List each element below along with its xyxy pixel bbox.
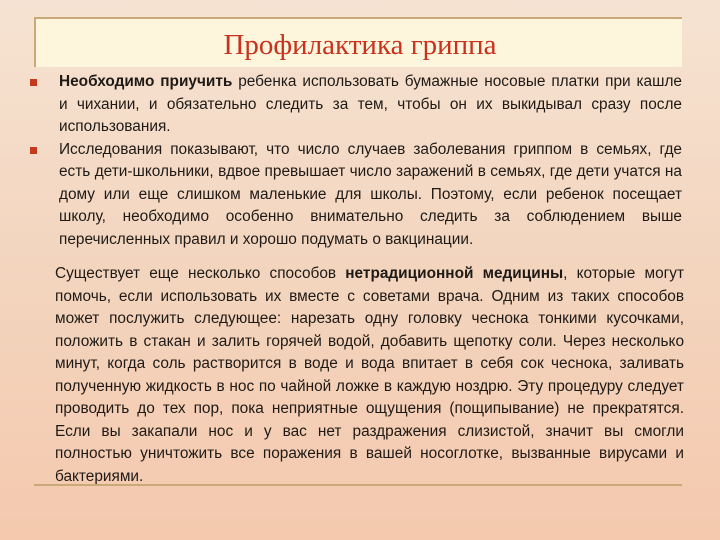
- bullet-lead-bold: Необходимо приучить: [59, 73, 233, 90]
- paragraph-text-start: Существует еще несколько способов: [55, 265, 346, 282]
- square-bullet-icon: [30, 147, 37, 154]
- paragraph-bold-term: нетрадиционной медицины: [345, 265, 564, 282]
- slide-title: Профилактика гриппа: [223, 29, 497, 61]
- bullet-item: [30, 139, 682, 252]
- bullet-text: ребенка использовать бумажные носовые платки при кашле и чихании, и обязательно следить за тем, чтобы он их выкидывал сразу после использования.: [59, 73, 682, 135]
- bullet-list: [30, 71, 682, 251]
- body-paragraph: [55, 263, 684, 488]
- paragraph-text-rest: , которые могут помочь, если использовать их вместе с советами врача. Одним из таких способов может послужить следующее: нарезать одну головку чеснока тонкими кусочками, положить в стакан и залить горячей водой, добавить щепотку соли. Через несколько минут, когда соль растворится в воде и вода впитает в себя сок чеснока, заливать полученную жидкость в нос по чайной ложке в каждую ноздрю. Эту процедуру следует проводить до тех пор, пока неприятные ощущения (пощипывание) не прекратятся. Если вы закапали нос и у вас нет раздражения слизистой, значит вы смогли полностью уничтожить все поражения в вашей носоглотке, вызванные вирусами и бактериями.: [55, 265, 684, 485]
- square-bullet-icon: [30, 79, 37, 86]
- bullet-text: Исследования показывают, что число случаев заболевания гриппом в семьях, где есть дети-школьники, вдвое превышает число заражений в семьях, где дети учатся на дому или еще слишком маленькие для школы. Поэтому, если ребенок посещает школу, необходимо особенно внимательно следить за соблюдением выше перечисленных правил и хорошо подумать о вакцинации.: [59, 140, 682, 248]
- bottom-divider: [34, 484, 682, 486]
- bullet-item: [30, 71, 682, 139]
